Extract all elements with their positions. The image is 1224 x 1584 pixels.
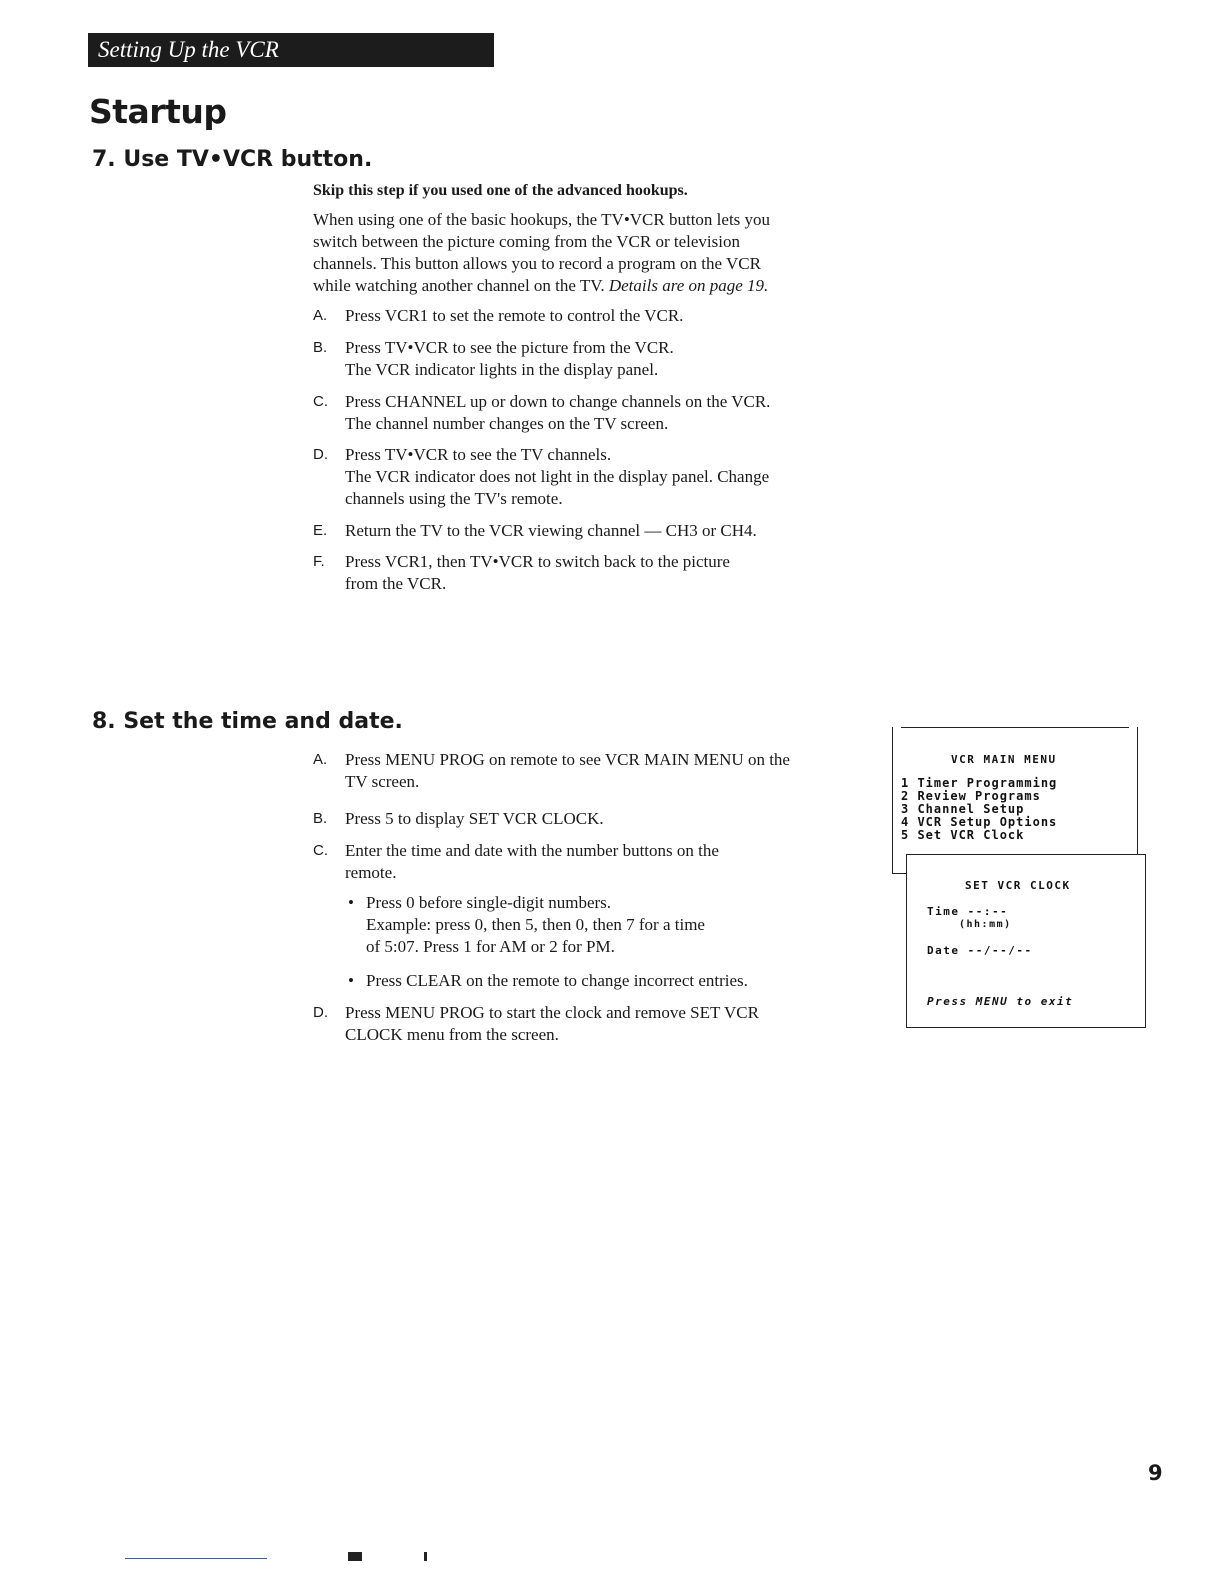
bullet-single-digit: [348, 892, 828, 958]
step-8b: [313, 808, 843, 830]
bullet-clear: [348, 970, 828, 992]
step-text: Press VCR1, then TV•VCR to switch back to the picture from the VCR.: [345, 552, 730, 593]
step-text: Press TV•VCR to see the picture from the VCR. The VCR indicator lights in the display panel.: [345, 338, 674, 379]
step-text: Return the TV to the VCR viewing channel — CH3 or CH4.: [345, 521, 757, 540]
running-header: Setting Up the VCR: [88, 33, 494, 67]
clock-exit-hint: Press MENU to exit: [927, 995, 1074, 1008]
page-reference: Details are on page 19.: [608, 276, 769, 295]
step-letter: D.: [313, 1004, 328, 1021]
menu-item: 3 Channel Setup: [901, 802, 1025, 816]
step-8a: [313, 749, 843, 793]
clock-time-format: (hh:mm): [959, 919, 1012, 930]
intro-line: channels. This button allows you to record a program on the VCR: [313, 254, 761, 273]
section-8-heading: 8. Set the time and date.: [92, 709, 403, 734]
step-text: Press MENU PROG on remote to see VCR MAIN MENU on the TV screen.: [345, 750, 790, 791]
step-7c: [313, 391, 843, 435]
footer-mark: [348, 1552, 362, 1561]
step-7a: [313, 305, 843, 327]
menu-item: 1 Timer Programming: [901, 776, 1058, 790]
footer-rule: [125, 1558, 267, 1559]
main-menu-title: VCR MAIN MENU: [951, 753, 1057, 766]
main-menu-list: [901, 777, 1057, 842]
section-7-heading: 7. Use TV•VCR button.: [92, 147, 373, 172]
step-8d: [313, 1002, 843, 1046]
clock-date-field: Date --/--/--: [927, 944, 1033, 957]
footer-mark: [424, 1552, 427, 1561]
step-7e: [313, 520, 843, 542]
clock-menu-title: SET VCR CLOCK: [965, 879, 1071, 892]
section-7-lead: Skip this step if you used one of the advanced hookups.: [313, 182, 688, 199]
bullet-dot: •: [348, 893, 354, 912]
step-text: Press MENU PROG to start the clock and remove SET VCR CLOCK menu from the screen.: [345, 1003, 759, 1044]
set-vcr-clock-screen: [906, 854, 1146, 1028]
section-7-intro: [313, 209, 843, 297]
step-letter: A.: [313, 751, 328, 768]
menu-item: 4 VCR Setup Options: [901, 815, 1058, 829]
step-text: Press CHANNEL up or down to change channels on the VCR. The channel number changes on the TV screen.: [345, 392, 771, 433]
step-text: Press 5 to display SET VCR CLOCK.: [345, 809, 604, 828]
step-letter: F.: [313, 553, 325, 570]
menu-item: 5 Set VCR Clock: [901, 828, 1025, 842]
step-letter: C.: [313, 393, 328, 410]
page-number: 9: [1148, 1461, 1163, 1485]
step-letter: B.: [313, 810, 328, 827]
clock-time-field: Time --:--: [927, 905, 1009, 918]
step-text: Enter the time and date with the number buttons on the remote.: [345, 841, 719, 882]
vcr-main-menu-screen: [892, 727, 1138, 874]
bullet-dot: •: [348, 971, 354, 990]
bullet-text: Press CLEAR on the remote to change incorrect entries.: [366, 971, 748, 990]
step-8c: [313, 840, 843, 884]
intro-line: while watching another channel on the TV.: [313, 276, 605, 295]
step-text: Press TV•VCR to see the TV channels. The VCR indicator does not light in the display panel. Change channels using the TV's remote.: [345, 445, 770, 508]
bullet-text: Press 0 before single-digit numbers. Example: press 0, then 5, then 0, then 7 for a time of 5:07. Press 1 for AM or 2 for PM.: [366, 893, 705, 956]
step-letter: B.: [313, 339, 328, 356]
screen-top-rule: [901, 727, 1129, 728]
step-text: Press VCR1 to set the remote to control the VCR.: [345, 306, 684, 325]
step-7d: [313, 444, 843, 510]
page-title: Startup: [89, 92, 227, 131]
step-7f: [313, 551, 843, 595]
intro-line: switch between the picture coming from the VCR or television: [313, 232, 740, 251]
step-7b: [313, 337, 843, 381]
step-letter: E.: [313, 522, 328, 539]
intro-line: When using one of the basic hookups, the TV•VCR button lets you: [313, 210, 771, 229]
menu-item: 2 Review Programs: [901, 789, 1041, 803]
step-letter: C.: [313, 842, 328, 859]
step-letter: A.: [313, 307, 328, 324]
step-letter: D.: [313, 446, 328, 463]
